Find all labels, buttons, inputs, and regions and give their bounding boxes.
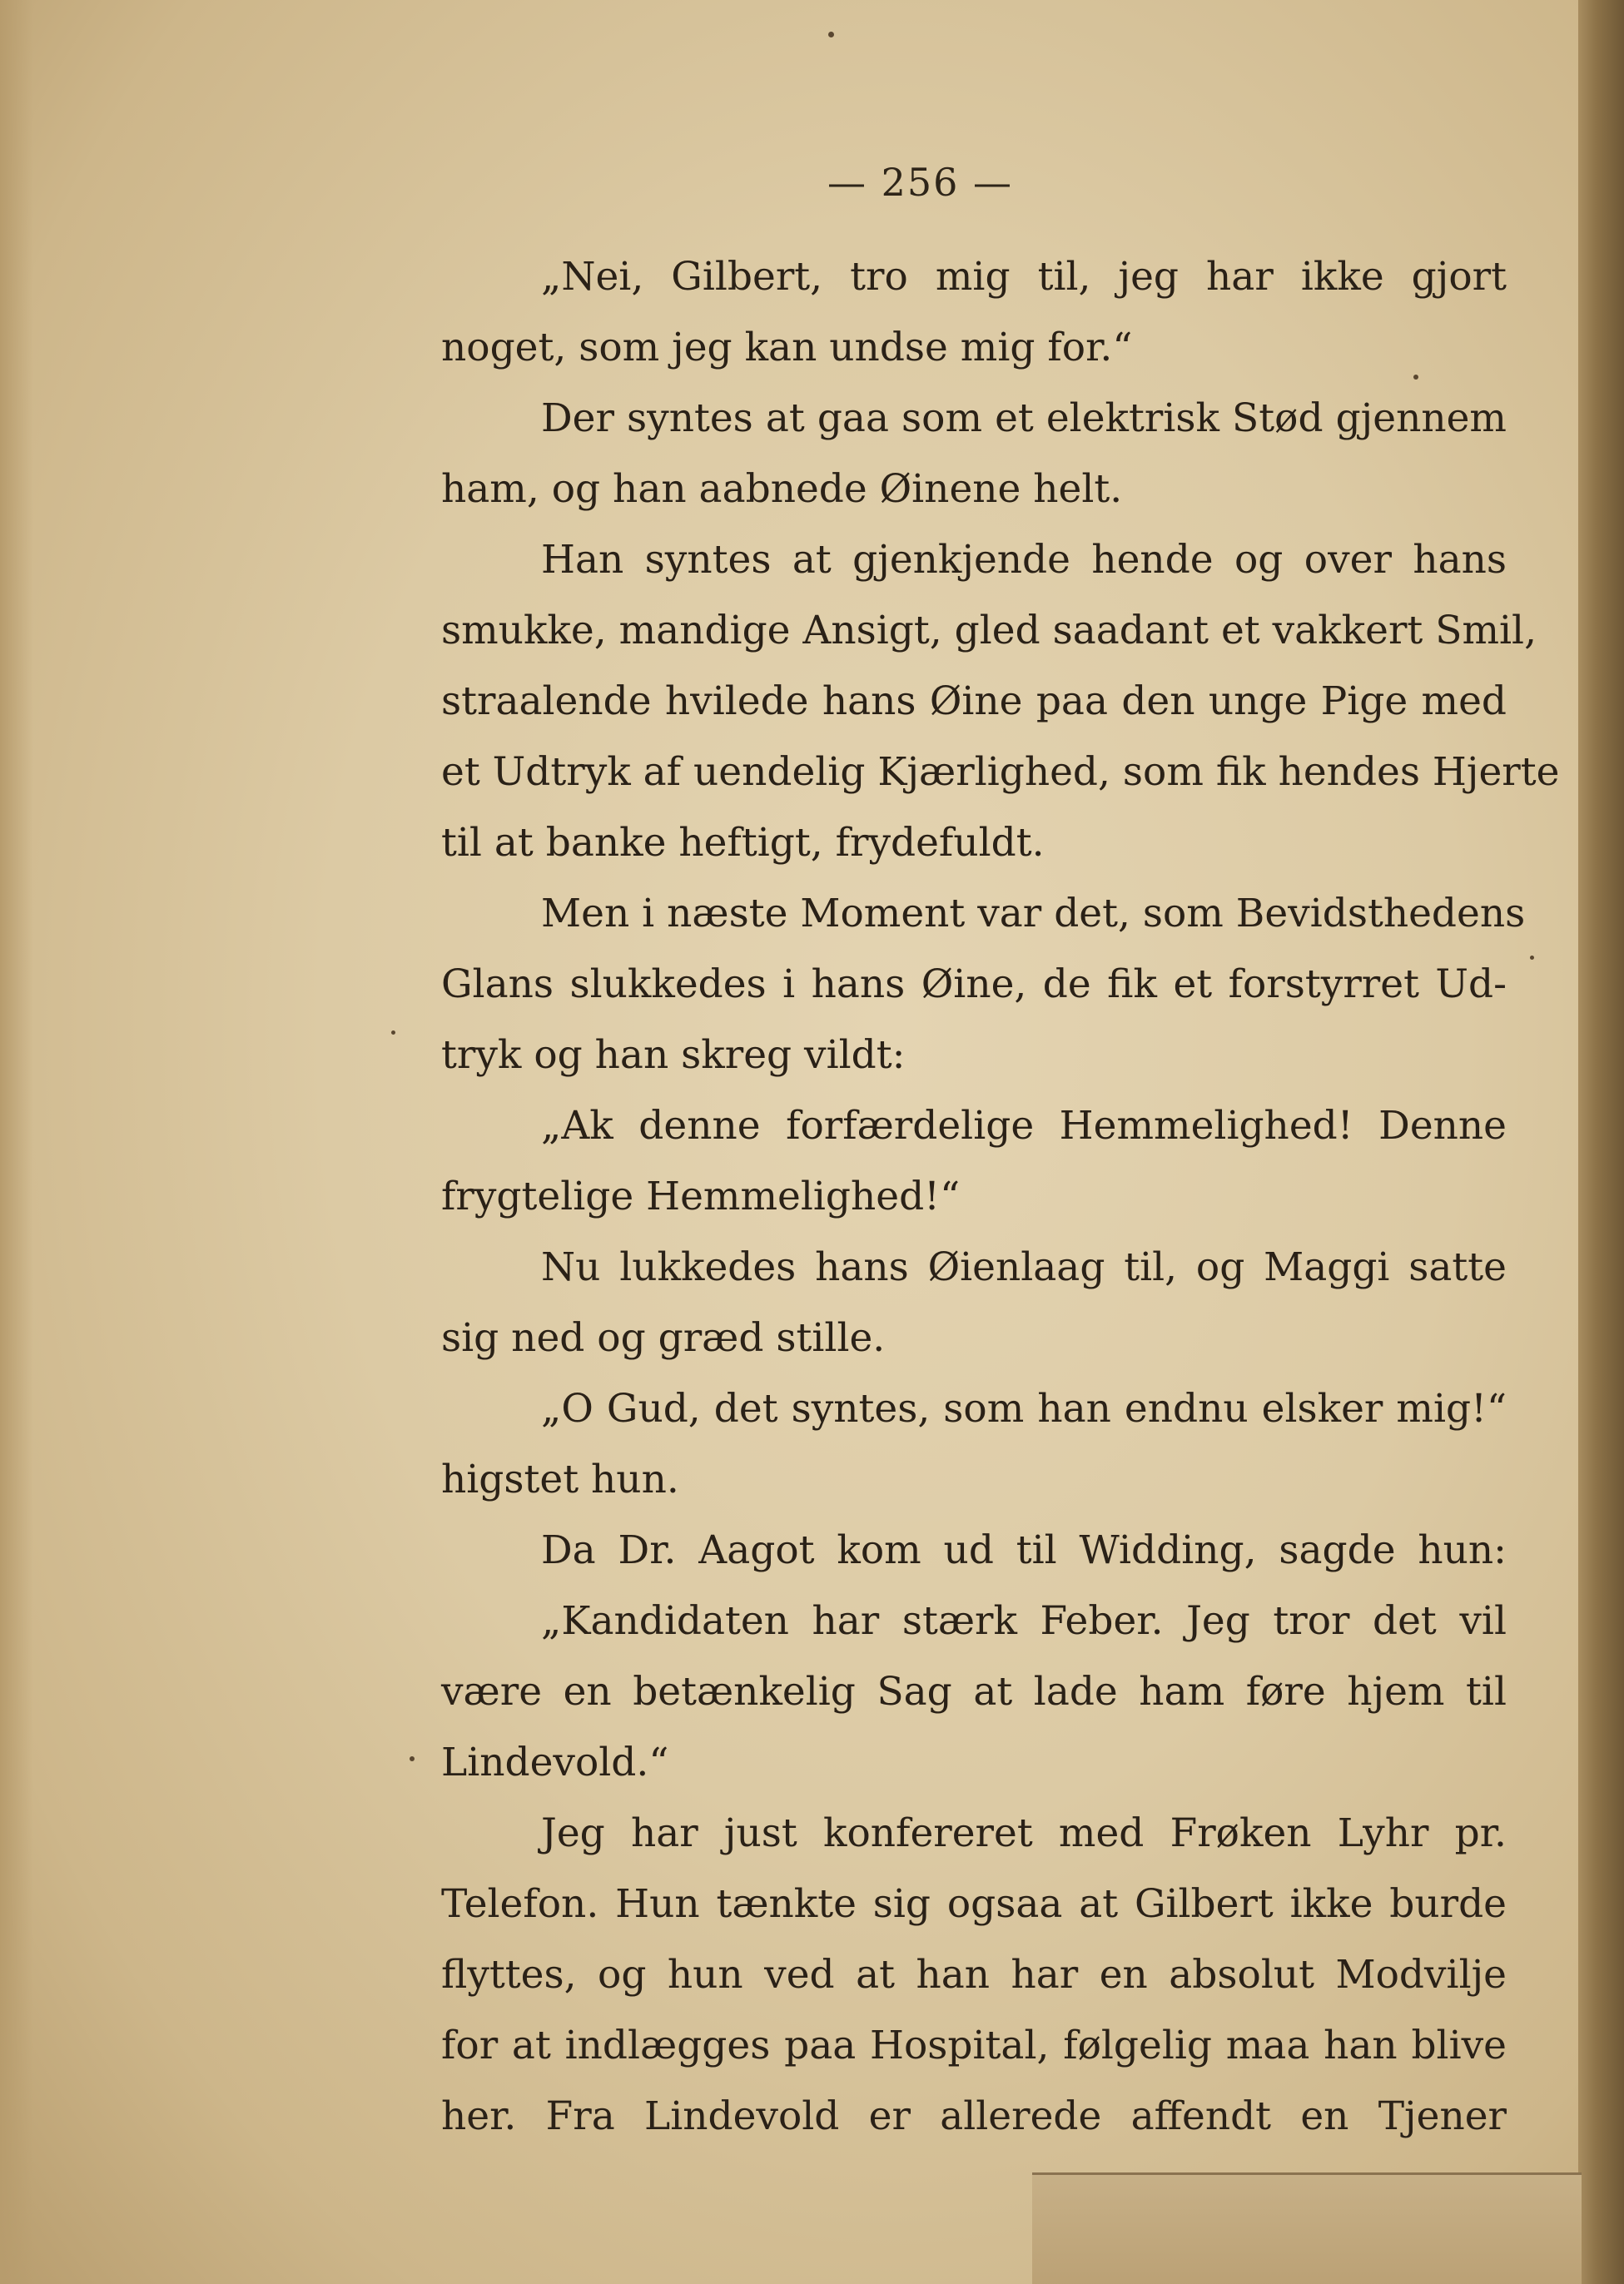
text-line: frygtelige Hemmelighed!“ — [441, 1174, 961, 1219]
text-line: ham, og han aabnede Øinene helt. — [441, 466, 1123, 512]
page-edge — [1578, 0, 1624, 2284]
page-corner-lip — [1032, 2172, 1582, 2284]
text-line: „Nei, Gilbert, tro mig til, jeg har ikke gjort — [541, 254, 1507, 300]
text-line: smukke, mandige Ansigt, gled saadant et vakkert Smil, — [441, 608, 1537, 653]
paper-speck — [1530, 956, 1534, 960]
paper-speck — [391, 1030, 395, 1035]
text-line: for at indlægges paa Hospital, følgelig maa han blive — [441, 2023, 1507, 2068]
text-line: Han syntes at gjenkjende hende og over hans — [541, 537, 1507, 583]
text-line: „O Gud, det syntes, som han endnu elsker mig!“ — [541, 1386, 1507, 1432]
text-line: Der syntes at gaa som et elektrisk Stød gjennem — [541, 395, 1507, 441]
text-line: Glans slukkedes i hans Øine, de fik et forstyrret Ud- — [441, 961, 1507, 1007]
text-line: Nu lukkedes hans Øienlaag til, og Maggi satte — [541, 1244, 1507, 1290]
text-line: Jeg har just konfereret med Frøken Lyhr pr. — [541, 1810, 1507, 1856]
text-line: til at banke heftigt, frydefuldt. — [441, 820, 1045, 866]
text-line: „Ak denne forfærdelige Hemmelighed! Denne — [541, 1103, 1507, 1149]
text-line: Telefon. Hun tænkte sig ogsaa at Gilbert ikke burde — [441, 1881, 1507, 1927]
paper-speck — [410, 1756, 415, 1761]
text-line: tryk og han skreg vildt: — [441, 1032, 906, 1078]
text-line: noget, som jeg kan undse mig for.“ — [441, 325, 1133, 370]
text-line: Da Dr. Aagot kom ud til Widding, sagde hun: — [541, 1527, 1507, 1573]
page-number: — 256 — — [827, 160, 1014, 205]
text-line: sig ned og græd stille. — [441, 1315, 886, 1361]
text-line: være en betænkelig Sag at lade ham føre hjem til — [441, 1669, 1507, 1715]
body-text — [441, 241, 1560, 2152]
page-gutter-shadow — [0, 0, 33, 2284]
text-line: flyttes, og hun ved at han har en absolut Modvilje — [441, 1952, 1507, 1998]
text-line: straalende hvilede hans Øine paa den unge Pige med — [441, 678, 1507, 724]
text-line: her. Fra Lindevold er allerede affendt en Tjener — [441, 2093, 1507, 2139]
text-line: Men i næste Moment var det, som Bevidsthedens — [541, 891, 1526, 936]
text-line: „Kandidaten har stærk Feber. Jeg tror det vil — [541, 1598, 1507, 1644]
paper-speck — [828, 32, 834, 37]
text-line: higstet hun. — [441, 1457, 679, 1502]
text-line: Lindevold.“ — [441, 1740, 669, 1785]
text-line: et Udtryk af uendelig Kjærlighed, som fik hendes Hjerte — [441, 749, 1560, 795]
